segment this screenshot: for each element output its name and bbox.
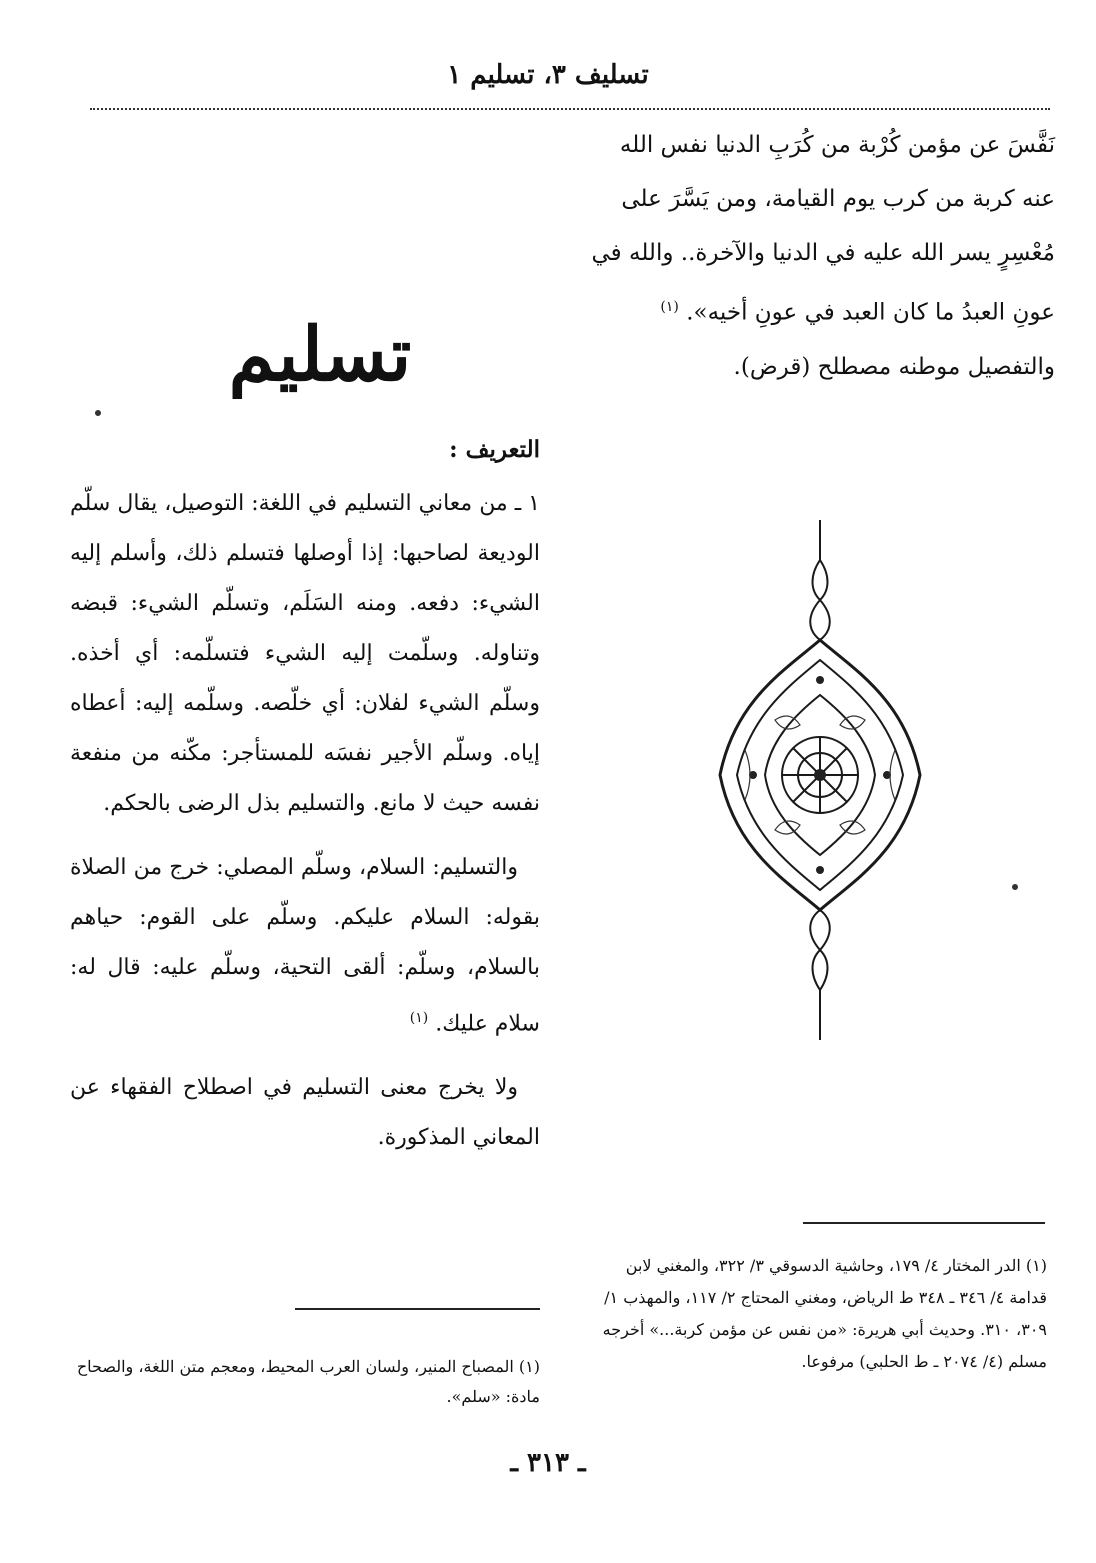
footnote-ref: (١) [660,299,679,315]
right-column-continuation [585,118,1055,394]
entry-title: تسليم [228,312,412,398]
continuation-paragraph: والتفصيل موطنه مصطلح (قرض). [733,353,1055,380]
stray-dot [95,410,101,416]
left-footnote [75,1352,540,1412]
running-title: تسليف ٣، تسليم ١ [447,60,649,90]
definition-paragraph: ١ ـ من معاني التسليم في اللغة: التوصيل، يقال سلّم الوديعة لصاحبها: إذا أوصلها فتسلم ذلك، وأسلم إليه الشيء: دفعه. ومنه السَلَم، وتسلّم الشيء: قبضه وتناوله. وسلّمت إليه الشيء فتسلّمه: أي أخذه. وسلّم الشيء لفلان: أي خلّصه. وسلّمه إليه: أعطاه إياه. وسلّم الأجير نفسَه للمستأجر: مكّنه من منفعة نفسه حيث لا مانع. والتسليم بذل الرضى بالحكم. [70,491,540,816]
footnote-text: (١) المصباح المنير، ولسان العرب المحيط، ومعجم متن اللغة، والصحاح مادة: «سلم». [76,1357,540,1406]
footnote-divider [803,1222,1045,1224]
footnote-ref: (١) [409,1010,429,1026]
right-footnote [585,1250,1047,1378]
header-dotted-divider [90,108,1050,110]
continuation-paragraph [585,118,1055,340]
definition-paragraph [70,843,540,1049]
definition-section [70,425,540,1163]
ornament-medallion-icon [705,520,935,1040]
section-heading: التعريف : [449,436,540,463]
stray-dot [1012,884,1018,890]
page-number: ـ ٣١٣ ـ [510,1448,586,1478]
footnote-divider [295,1308,540,1310]
definition-text: والتسليم: السلام، وسلّم المصلي: خرج من الصلاة بقوله: السلام عليكم. وسلّم على القوم: حياهم بالسلام، وسلّم: ألقى التحية، وسلّم عليه: قال له: سلام عليك. [70,855,540,1037]
continuation-text: نَفَّسَ عن مؤمن كُرْبة من كُرَبِ الدنيا نفس الله عنه كربة من كرب يوم القيامة، ومن يَسَّرَ على مُعْسِرٍ يسر الله عليه في الدنيا والآخرة.. والله في عونِ العبدُ ما كان العبد في عونِ أخيه». [591,132,1055,326]
footnote-text: (١) الدر المختار ٤/ ١٧٩، وحاشية الدسوقي ٣/ ٣٢٢، والمغني لابن قدامة ٤/ ٣٤٦ ـ ٣٤٨ ط الرياض، ومغني المحتاج ٢/ ١١٧، والمهذب ١/ ٣٠٩، ٣١٠. وحديث أبي هريرة: «من نفس عن مؤمن كربة...» أخرجه مسلم (٤/ ٢٠٧٤ ـ ط الحلبي) مرفوعا. [602,1256,1047,1371]
definition-paragraph: ولا يخرج معنى التسليم في اصطلاح الفقهاء عن المعاني المذكورة. [70,1075,540,1151]
